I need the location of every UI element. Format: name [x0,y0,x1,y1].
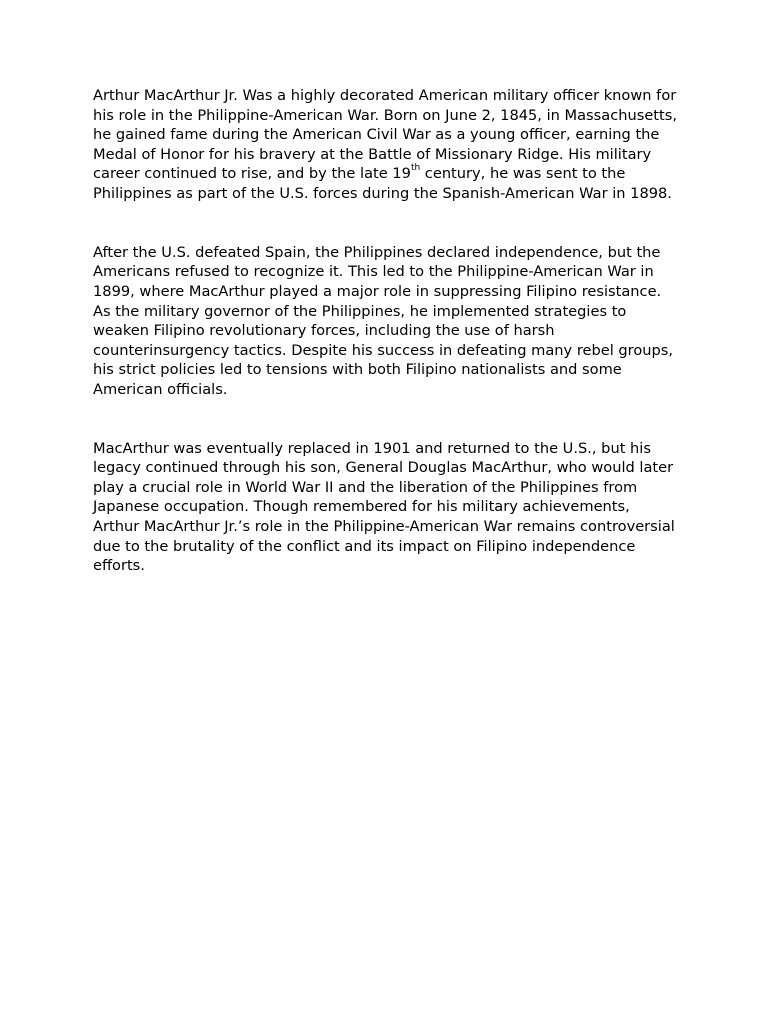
paragraph-1-text: Arthur MacArthur Jr. Was a highly decorated American military officer known for his role in the Philippine-American War. Born on June 2, 1845, in Massachusetts, he gained fame during the American Civil War as a young officer, earning the Medal of Honor for his bravery at the Battle of Missionary Ridge. His military career continued to rise, and by the late 19 [93,87,677,183]
paragraph-2: After the U.S. defeated Spain, the Philippines declared independence, but the Americans refused to recognize it. This led to the Philippine-American War in 1899, where MacArthur played a major role in suppressing Filipino resistance. As the military governor of the Philippines, he implemented strategies to weaken Filipino revolutionary forces, including the use of harsh counterinsurgency tactics. Despite his success in defeating many rebel groups, his strict policies led to tensions with both Filipino nationalists and some American officials. [93,243,674,398]
paragraph-1-text-continued: century, he was sent to the Philippines as part of the U.S. forces during the Spanish-American War in 1898. [93,165,672,202]
paragraph-1 [93,86,678,204]
superscript-ordinal: th [410,163,421,174]
document-page [93,86,678,576]
paragraph-3: MacArthur was eventually replaced in 1901 and returned to the U.S., but his legacy continued through his son, General Douglas MacArthur, who would later play a crucial role in World War II and the liberation of the Philippines from Japanese occupation. Though remembered for his military achievements, Arthur MacArthur Jr.’s role in the Philippine-American War remains controversial due to the brutality of the conflict and its impact on Filipino independence efforts. [93,439,675,575]
